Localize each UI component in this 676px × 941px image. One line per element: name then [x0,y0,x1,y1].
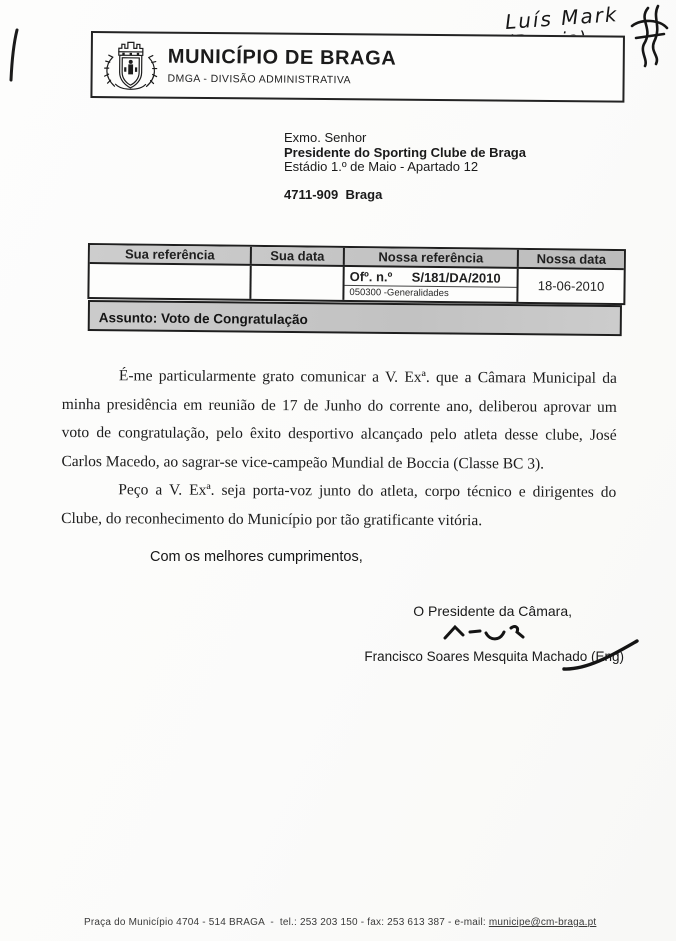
cell-nossa-data: 18-06-2010 [537,278,605,294]
classification-code: 050300 -Generalidades [349,286,449,300]
organization-name: MUNICÍPIO DE BRAGA [167,45,397,70]
footer-address-phone: Praça do Município 4704 - 514 BRAGA - tel.: 253 203 150 - fax: 253 613 387 - e-mail: [84,917,489,928]
cell-nossa-referencia [344,267,518,302]
footer-contact-line [84,917,644,928]
header-sua-referencia: Sua referência [90,245,252,264]
braga-coat-of-arms-icon [101,39,159,92]
division-name: DMGA - DIVISÃO ADMINISTRATIVA [167,72,351,87]
oficio-number: S/181/DA/2010 [411,269,501,286]
signer-name: Francisco Soares Mesquita Machado (Eng) [364,649,624,664]
header-nossa-referencia: Nossa referência [345,248,519,267]
recipient-title: Presidente do Sporting Clube de Braga [284,144,526,160]
cell-sua-data [251,266,344,300]
body-paragraph-1: É-me particularmente grato comunicar a V. Exª. que a Câmara Municipal da minha presidência em reunião de 17 de Junho do corrente ano, deliberou aprovar um voto de congratulação, pelo êxito desportivo alcançado pelo atleta desse clube, José Carlos Macedo, ao sagrar-se vice-campeão Mundial de Boccia (Classe BC 3). [61,367,617,473]
subject-bar: Assunto: Voto de Congratulação [88,300,622,336]
reference-table [87,243,626,305]
recipient-street: Estádio 1.º de Maio - Apartado 12 [284,159,479,174]
closing-salutation: Com os melhores cumprimentos, [150,549,363,565]
letterhead-box [90,31,625,103]
cell-sua-referencia [89,264,251,299]
header-sua-data: Sua data [252,247,345,265]
footer-email-link: municipe@cm-braga.pt [488,917,597,928]
signature-scribble-icon [442,622,537,648]
handwritten-note-name: Luís Mark [504,2,620,34]
oficio-label: Ofº. n.º [349,268,393,284]
signer-role: O Presidente da Câmara, [413,603,572,619]
header-nossa-data: Nossa data [536,251,607,267]
recipient-address-block [284,131,526,202]
initials-scribble-icon [628,4,670,70]
pen-stroke-mark-icon [7,28,21,83]
letter-body [61,362,617,536]
reference-table-data-row [89,264,623,303]
body-paragraph-2: Peço a V. Exª. seja porta-voz junto do atleta, corpo técnico e dirigentes do Clube, do reconhecimento do Município por tão gratificante vitória. [61,481,617,530]
recipient-postal-city: 4711-909 Braga [284,186,383,202]
recipient-salutation: Exmo. Senhor [284,130,367,145]
signature-flourish-icon [560,638,640,674]
